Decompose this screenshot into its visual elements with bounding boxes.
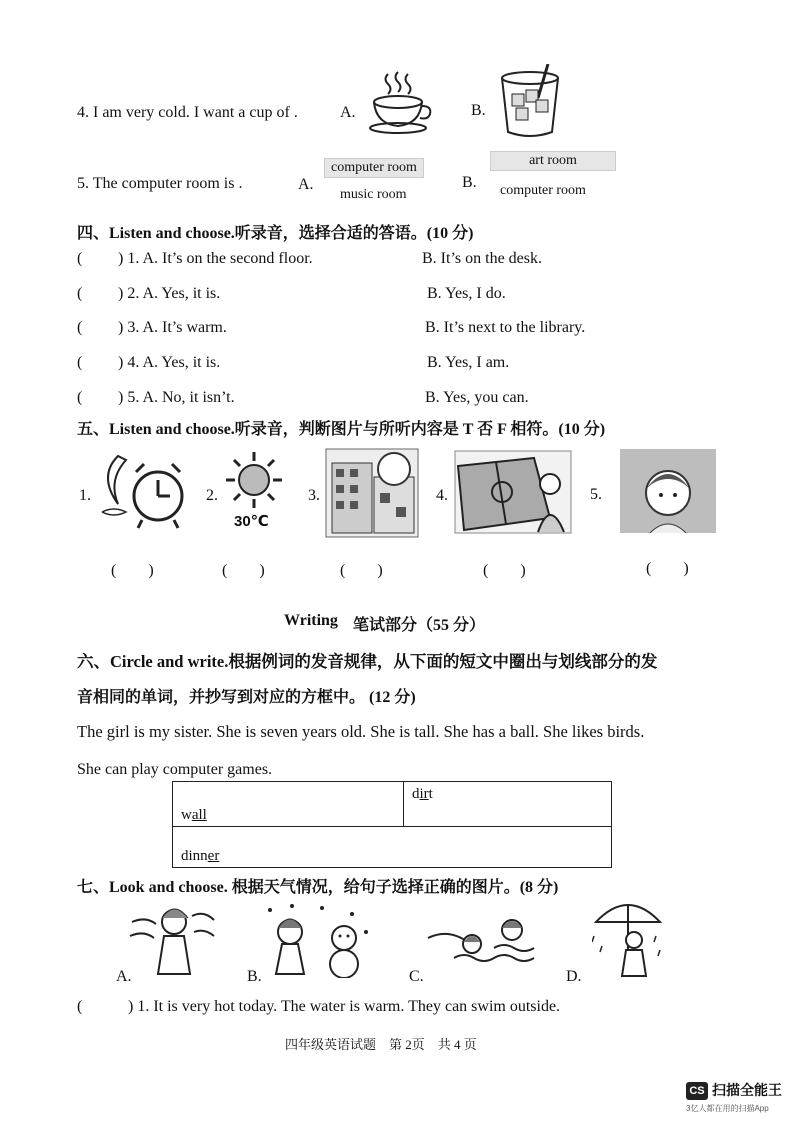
- s4-item-5: ) 5. A. No, it isn’t.: [118, 389, 235, 406]
- s4-item-2-paren: (: [77, 285, 83, 302]
- q4-question: 4. I am very cold. I want a cup of .: [77, 104, 298, 121]
- q5-option-a-label: A.: [298, 176, 314, 193]
- s5-temperature: 30℃: [234, 513, 269, 530]
- s5-label-3: 3.: [308, 487, 320, 504]
- s7-label-d: D.: [566, 968, 582, 985]
- section-6-title: 六、Circle and write.根据例词的发音规律，从下面的短文中圈出与划线部分的发: [77, 652, 658, 671]
- s6-paragraph-line-2: She can play computer games.: [77, 761, 273, 778]
- q5-option-a-subtext: music room: [340, 187, 407, 202]
- s4-item-1-paren: (: [77, 250, 83, 267]
- swimming-kids-icon: [424, 908, 544, 972]
- s5-answer-4[interactable]: ( ): [483, 562, 526, 579]
- s4-item-3-b: B. It’s next to the library.: [425, 319, 586, 336]
- s4-item-4-paren: (: [77, 354, 83, 371]
- s4-item-5-b: B. Yes, you can.: [425, 389, 529, 406]
- s4-item-2-b: B. Yes, I do.: [427, 285, 506, 302]
- s6-cell-dinner[interactable]: dinner: [173, 827, 612, 868]
- iced-drink-glass-icon: [496, 64, 566, 140]
- s4-item-1: ) 1. A. It’s on the second floor.: [118, 250, 313, 267]
- s4-item-3: ) 3. A. It’s warm.: [118, 319, 227, 336]
- q5-question: 5. The computer room is .: [77, 175, 243, 192]
- writing-subtitle: 笔试部分（55 分）: [353, 617, 486, 634]
- s6-cell-dirt[interactable]: dirt: [404, 782, 612, 827]
- s6-cell-wall[interactable]: wall: [173, 782, 404, 827]
- s4-item-3-paren: (: [77, 319, 83, 336]
- basketball-court-icon: [454, 450, 572, 534]
- s5-answer-3[interactable]: ( ): [340, 562, 383, 579]
- moon-alarm-clock-icon: [98, 452, 190, 532]
- s5-answer-5[interactable]: ( ): [646, 560, 689, 577]
- s6-paragraph-line-1: The girl is my sister. She is seven years old. She is tall. She has a ball. She likes birds.: [77, 722, 645, 741]
- q5-option-b-label: B.: [462, 174, 477, 191]
- q4-option-b-label: B.: [471, 102, 486, 119]
- section-4-title: 四、Listen and choose.听录音，选择合适的答语。(10 分): [77, 225, 474, 242]
- snowman-icon: [262, 902, 372, 978]
- page-footer: 四年级英语试题 第 2页 共 4 页: [285, 1037, 477, 1052]
- building-icon: [324, 447, 420, 539]
- rain-girl-icon: [620, 449, 716, 533]
- q4-option-a-label: A.: [340, 104, 356, 121]
- sun-icon: [224, 450, 284, 510]
- s7-question-1: ) 1. It is very hot today. The water is warm. They can swim outside.: [128, 998, 561, 1015]
- watermark-brand: 扫描全能王: [712, 1082, 782, 1098]
- s5-label-5: 5.: [590, 486, 602, 503]
- s7-label-b: B.: [247, 968, 262, 985]
- s4-item-4: ) 4. A. Yes, it is.: [118, 354, 221, 371]
- s4-item-2: ) 2. A. Yes, it is.: [118, 285, 221, 302]
- s5-label-2: 2.: [206, 487, 218, 504]
- s4-item-1-b: B. It’s on the desk.: [422, 250, 542, 267]
- hot-tea-cup-icon: [364, 70, 436, 136]
- umbrella-rain-icon: [592, 896, 664, 980]
- scanner-logo-icon: CS: [686, 1082, 708, 1100]
- s7-label-a: A.: [116, 968, 132, 985]
- windy-girl-icon: [128, 902, 218, 978]
- q5-option-a-sign: computer room: [324, 158, 424, 178]
- s4-item-5-paren: (: [77, 389, 83, 406]
- s5-answer-1[interactable]: ( ): [111, 562, 154, 579]
- section-5-title: 五、Listen and choose.听录音，判断图片与所听内容是 T 否 F 相符。(10 分): [77, 421, 606, 438]
- s6-answer-table: [172, 781, 612, 868]
- q5-option-b-sign: art room: [490, 151, 616, 171]
- s5-label-1: 1.: [79, 487, 91, 504]
- q5-option-b-subtext: computer room: [500, 183, 586, 198]
- s5-answer-2[interactable]: ( ): [222, 562, 265, 579]
- section-6-title-cont: 音相同的单词，并抄写到对应的方框中。 (12 分): [77, 689, 416, 706]
- s5-label-4: 4.: [436, 487, 448, 504]
- s4-item-4-b: B. Yes, I am.: [427, 354, 510, 371]
- writing-title: Writing: [284, 612, 338, 629]
- s7-label-c: C.: [409, 968, 424, 985]
- section-7-title: 七、Look and choose. 根据天气情况，给句子选择正确的图片。(8 分): [77, 879, 559, 896]
- s7-q1-paren[interactable]: (: [77, 998, 83, 1015]
- watermark-tagline: 3亿人都在用的扫描App: [686, 1104, 769, 1113]
